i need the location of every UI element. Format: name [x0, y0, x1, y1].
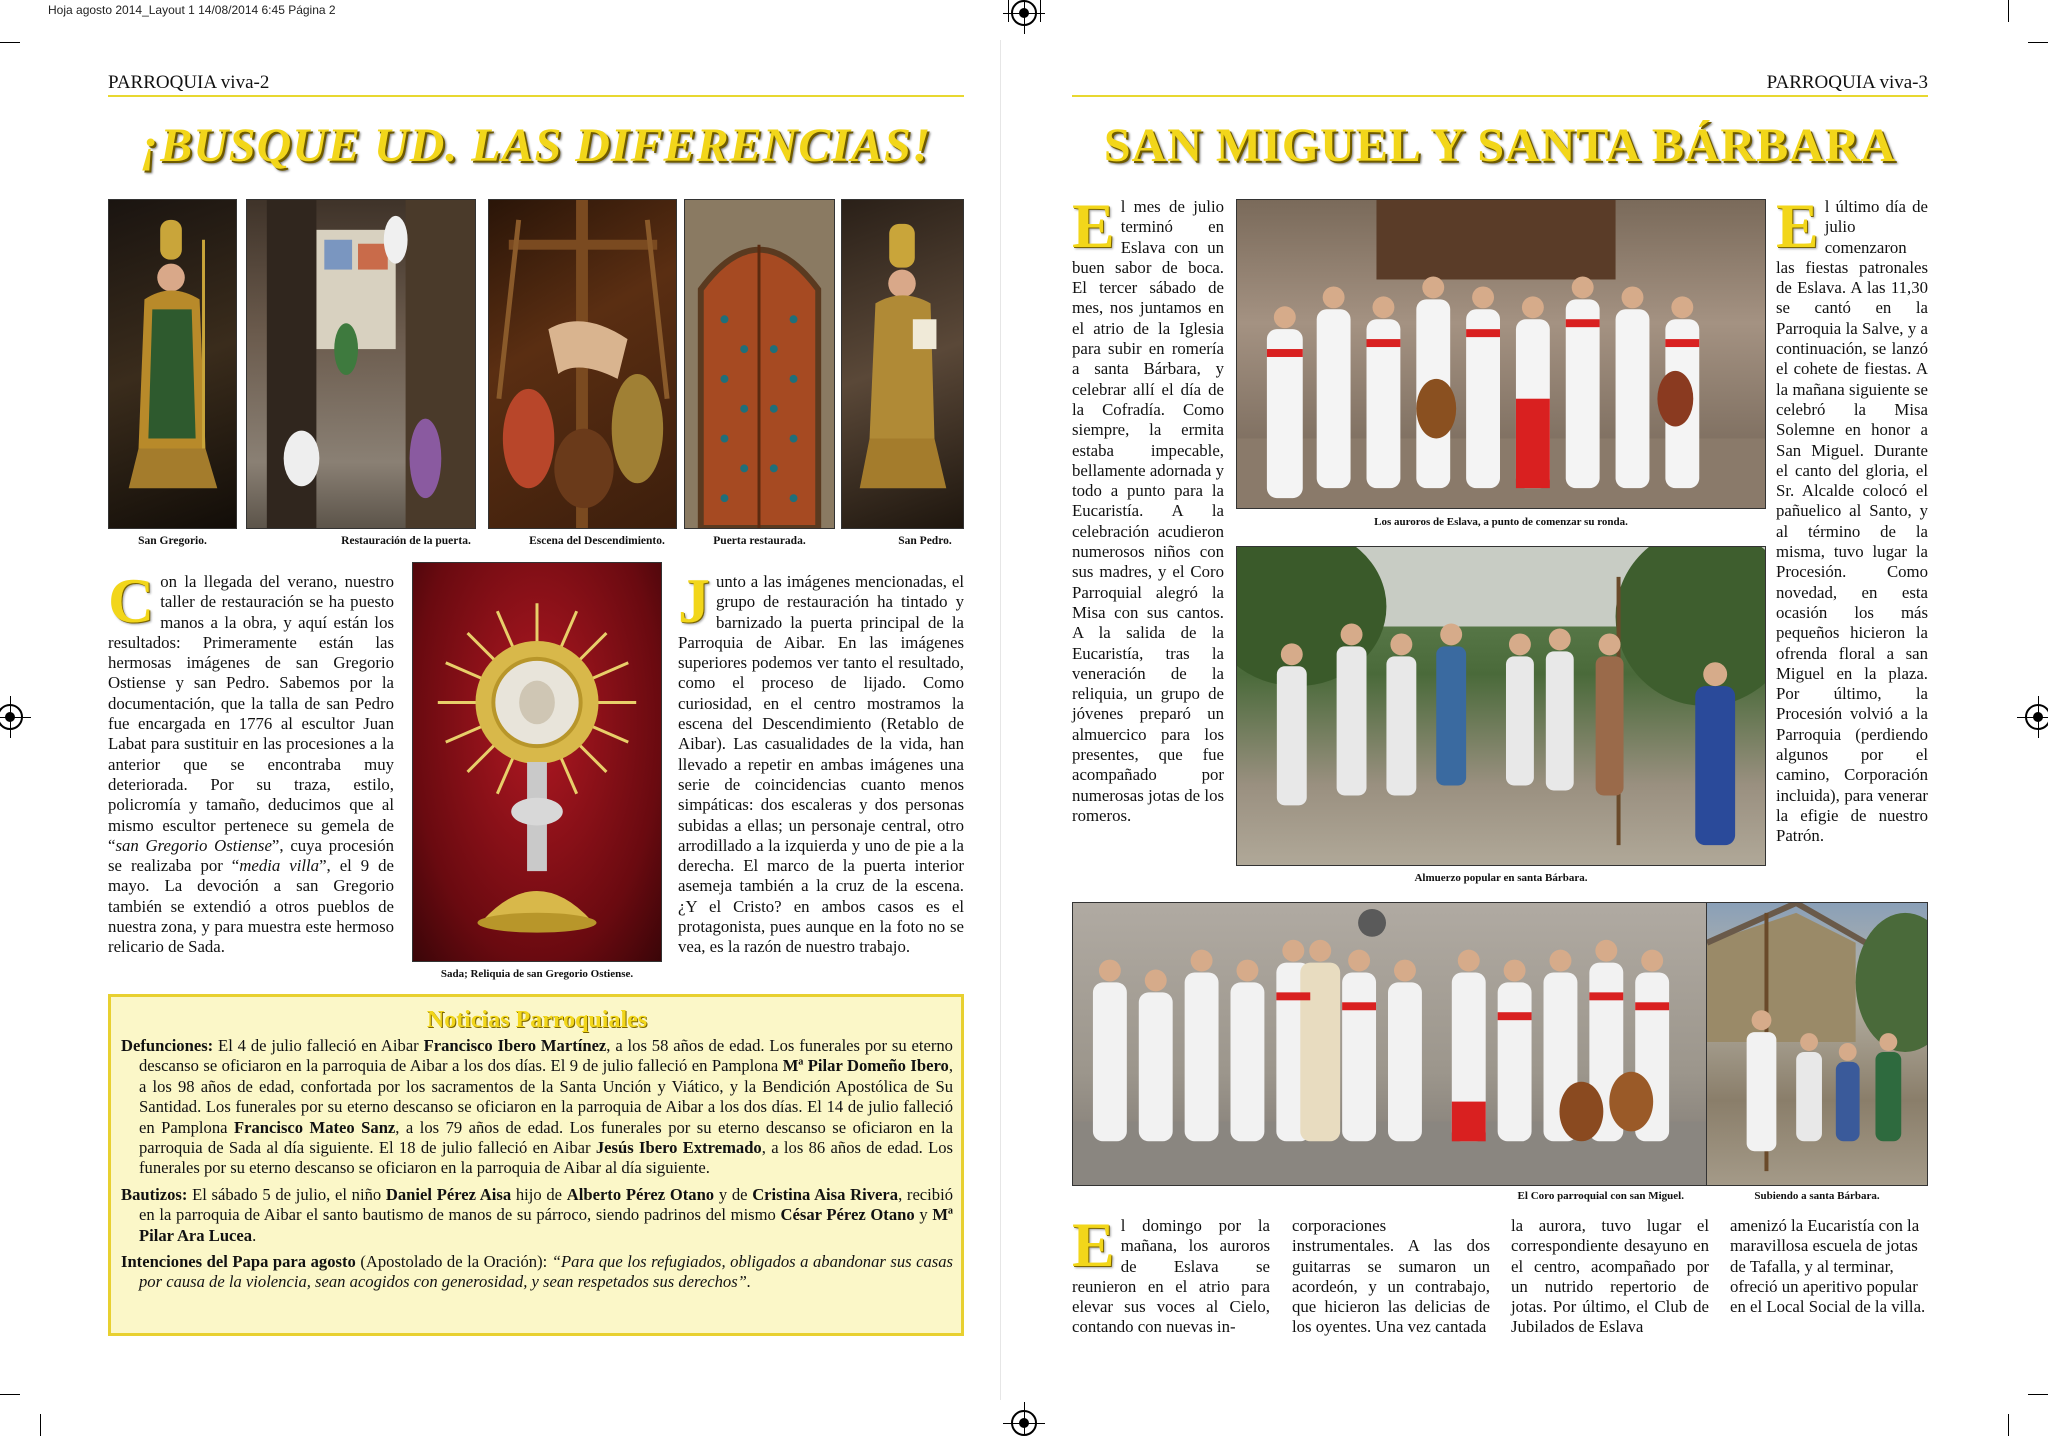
drop-cap: E — [1072, 1209, 1115, 1280]
text: l domingo por la mañana, los auroros de Eslava se reunieron en el atrio para elevar sus voces al Cielo, contando con nuevas in- — [1072, 1216, 1270, 1337]
bottom-col-1 — [1072, 1209, 1270, 1338]
caption-almuerzo: Almuerzo popular en santa Bárbara. — [1414, 872, 1588, 884]
text: l mes de julio terminó en Eslava con un buen sabor de boca. El tercer sábado de mes, nos juntamos en el atrio de la Iglesia para subir en romería a santa Bárbara, y celebrar allí el día de la Cofradía. Como siempre, la ermita estaba impecable, bellamente adornada y todo a punto para la Eucaristía. A la celebración acudieron numerosos niños con sus madres, y el Coro Parroquial alegró la Misa con sus cantos. A la salida de la Eucaristía, tras la veneración de la reliquia, un grupo de jóvenes preparó un almuercico para los presentes, que fue acompañado por numerosas jotas de los romeros. — [1072, 197, 1224, 825]
name: Jesús Ibero Extremado — [595, 1138, 762, 1158]
name: Daniel Pérez Aisa — [385, 1184, 512, 1204]
caption-puerta-restaurada: Puerta restaurada. — [713, 535, 806, 547]
label: Bautizos: — [121, 1184, 188, 1204]
text: , a los 98 años de edad, confortada por los sacramentos de la Santa Unción y Viático, y la Bendición Apostólica de Su Santidad. Los funerales por su eterno descanso se oficiaron en la parroquia de Aibar a los dos días. El 14 de julio falleció en Pamplona — [139, 1056, 953, 1137]
intenciones — [121, 1252, 953, 1293]
news-title: Noticias Parroquiales — [426, 1007, 648, 1033]
name: Mª Pilar Ara Lucea — [139, 1205, 953, 1245]
crop-mark — [40, 1414, 41, 1436]
crop-mark — [2028, 1394, 2048, 1395]
photo-san-pedro — [841, 199, 964, 529]
running-head-left: PARROQUIA viva-2 — [108, 72, 270, 93]
caption-san-gregorio: San Gregorio. — [138, 535, 207, 547]
crop-mark — [2028, 42, 2048, 43]
print-slug: Hoja agosto 2014_Layout 1 14/08/2014 6:45 Página 2 — [48, 3, 336, 17]
italic-text: media villa — [239, 856, 320, 876]
bottom-col-4: amenizó la Eucaristía con la maravillosa escuela de jotas de Tafalla, y al terminar, ofreció un aperitivo popular en el Local Social de la villa. — [1730, 1216, 1926, 1317]
registration-mark-icon — [1011, 1410, 1037, 1436]
bottom-col-2: corporaciones instrumentales. A las dos guitarras se sumaron un acordeón, y un contrabajo, que hicieron las delicias de los oyentes. Una vez cantada — [1292, 1216, 1490, 1337]
crop-mark — [0, 1394, 20, 1395]
text: y de — [714, 1184, 753, 1204]
name: Francisco Ibero Martínez — [423, 1036, 607, 1055]
registration-mark-icon — [0, 704, 23, 730]
text: on la llegada del verano, nuestro taller de restauración se ha puesto manos a la obra, y aquí están los resultados: Primeramente están las hermosas imágenes de san Gregorio Ostiense y san Pedro. Sabemos por la documentación, que la talla de san Pedro fue encargada en 1776 al escultor Juan Labat para sustituir en las procesiones a la anterior que se encontraba muy deteriorada. Por su traza, estilo, policromía y tamaño, deducimos que al mismo escultor pertenece su gemela de “ — [108, 572, 394, 855]
crop-mark — [2008, 1414, 2009, 1436]
caption-subiendo: Subiendo a santa Bárbara. — [1754, 1190, 1880, 1202]
photo-almuerzo — [1236, 546, 1766, 866]
crop-mark — [1040, 0, 1041, 22]
crop-mark — [1008, 0, 1009, 22]
text: El 4 de julio falleció en Aibar — [213, 1036, 424, 1055]
article-col-1 — [1072, 190, 1224, 826]
text: l último día de julio comenzaron las fiestas patronales de Eslava. A las 11,30 se cantó en la Parroquia la Salve, y a continuación, se lanzó el cohete de fiestas. A la mañana siguiente se celebró la Misa Solemne en honor a San Miguel. Durante el canto del gloria, el Sr. Alcalde colocó el pañuelico al Santo, y al término de la misma, tuvo lugar la Procesión. Como novedad, en esta ocasión los más pequeños hicieron la ofrenda floral a san Miguel en la plaza. Por último, la Procesión volvió a la Parroquia (perdiendo algunos por el camino, Corporación incluida), para venerar la efigie de nuestro Patrón. — [1776, 197, 1928, 846]
bautizos — [121, 1185, 953, 1246]
header-rule — [1072, 95, 1928, 97]
text: . — [252, 1225, 257, 1245]
text: , a los 79 años de edad. Los funerales por su eterno descanso se oficiaron en la parroquia de Sada al día siguiente. El 18 de julio falleció en Aibar — [139, 1117, 954, 1158]
page-title-left: ¡BUSQUE UD. LAS DIFERENCIAS! — [140, 119, 932, 172]
running-head-right: PARROQUIA viva-3 — [1766, 72, 1928, 93]
registration-mark-icon — [1011, 0, 1037, 26]
drop-cap: J — [678, 565, 710, 636]
caption-descendimiento: Escena del Descendimiento. — [529, 535, 665, 547]
photo-subiendo — [1706, 902, 1928, 1186]
crop-mark — [2008, 0, 2009, 22]
article-col-2 — [678, 565, 964, 958]
text: , a los 86 años de edad. Los funerales por su eterno descanso se oficiaron en la parroquia de Aibar al día siguiente. — [139, 1138, 953, 1178]
text: ”, el 9 de mayo. La devoción a san Gregorio también se extendió a otros pueblos de nuestra zona, y para muestra este hermoso relicario de Sada. — [108, 856, 394, 957]
name: Francisco Mateo Sanz — [233, 1117, 396, 1137]
quote: “Para que los refugiados, obligados a abandonar sus casas por causa de la violencia, sean acogidos con generosidad, y sean respetados sus derechos”. — [139, 1252, 954, 1292]
crop-mark — [0, 42, 20, 43]
article-col-1 — [108, 565, 394, 958]
caption-auroros: Los auroros de Eslava, a punto de comenzar su ronda. — [1374, 516, 1628, 528]
photo-restauracion-puerta — [246, 199, 476, 529]
text: (Apostolado de la Oración): — [355, 1252, 552, 1272]
photo-coro-san-miguel — [1072, 902, 1708, 1186]
registration-mark-icon — [2025, 704, 2048, 730]
name: Cristina Aisa Rivera — [752, 1184, 899, 1204]
name: Alberto Pérez Otano — [566, 1184, 715, 1204]
name: César Pérez Otano — [780, 1205, 915, 1225]
photo-reliquia — [412, 562, 662, 962]
text: y — [914, 1205, 933, 1225]
caption-restauracion: Restauración de la puerta. — [341, 535, 471, 547]
name: Mª Pilar Domeño Ibero — [782, 1056, 949, 1076]
drop-cap: E — [1776, 190, 1819, 261]
label: Intenciones del Papa para agosto — [121, 1252, 356, 1272]
photo-descendimiento — [488, 199, 677, 529]
text: unto a las imágenes mencionadas, el grupo de restauración ha tintado y barnizado la puerta principal de la Parroquia de Aibar. En las imágenes superiores podemos ver tanto el resultado, como el proceso de lijado. Como curiosidad, en el centro mostramos la escena del Descendimiento (Retablo de Aibar). Las casualidades de la vida, han llevado a repetir en ambas imágenes una serie de coincidencias cuanto menos simpáticas: dos escaleras y dos personas subidas a ellas; un personaje central, otro arrodillado a la izquierda y uno de pie a la derecha. El marco de la puerta interior asemeja también a la cruz de la escena. ¿Y el Cristo? en ambos casos es el protagonista, pues aunque en la foto no se vea, es la razón de nuestro trabajo. — [678, 572, 964, 957]
drop-cap: C — [108, 565, 155, 636]
text: ”, cuya procesión se realizaba por “ — [108, 835, 394, 876]
page-title-right: SAN MIGUEL Y SANTA BÁRBARA — [1103, 119, 1897, 172]
photo-san-gregorio — [108, 199, 237, 529]
caption-coro: El Coro parroquial con san Miguel. — [1517, 1190, 1684, 1202]
gutter — [1000, 40, 1001, 1400]
italic-text: san Gregorio Ostiense — [115, 835, 272, 855]
defunciones — [121, 1036, 953, 1179]
photo-auroros — [1236, 199, 1766, 509]
caption-san-pedro: San Pedro. — [898, 535, 952, 547]
text: , recibió en la parroquia de Aibar el santo bautismo de manos de su párroco, siendo padrinos del mismo — [139, 1184, 953, 1225]
article-col-2 — [1776, 190, 1928, 847]
text: El sábado 5 de julio, el niño — [187, 1184, 386, 1204]
header-rule — [108, 95, 964, 97]
label: Defunciones: — [121, 1036, 214, 1055]
caption-reliquia: Sada; Reliquia de san Gregorio Ostiense. — [440, 968, 634, 980]
text: hijo de — [511, 1184, 567, 1204]
drop-cap: E — [1072, 190, 1115, 261]
text: , a los 58 años de edad. Los funerales por su eterno descanso se oficiaron en la parroquia de Aibar a los dos días. El 9 de julio falleció en Pamplona — [139, 1036, 953, 1076]
photo-puerta-restaurada — [684, 199, 835, 529]
noticias-parroquiales-box — [108, 994, 964, 1336]
bottom-col-3: la aurora, tuvo lugar el correspondiente desayuno en el centro, acompañado por un nutrido repertorio de jotas. Por último, el Club de Jubilados de Eslava — [1511, 1216, 1709, 1337]
